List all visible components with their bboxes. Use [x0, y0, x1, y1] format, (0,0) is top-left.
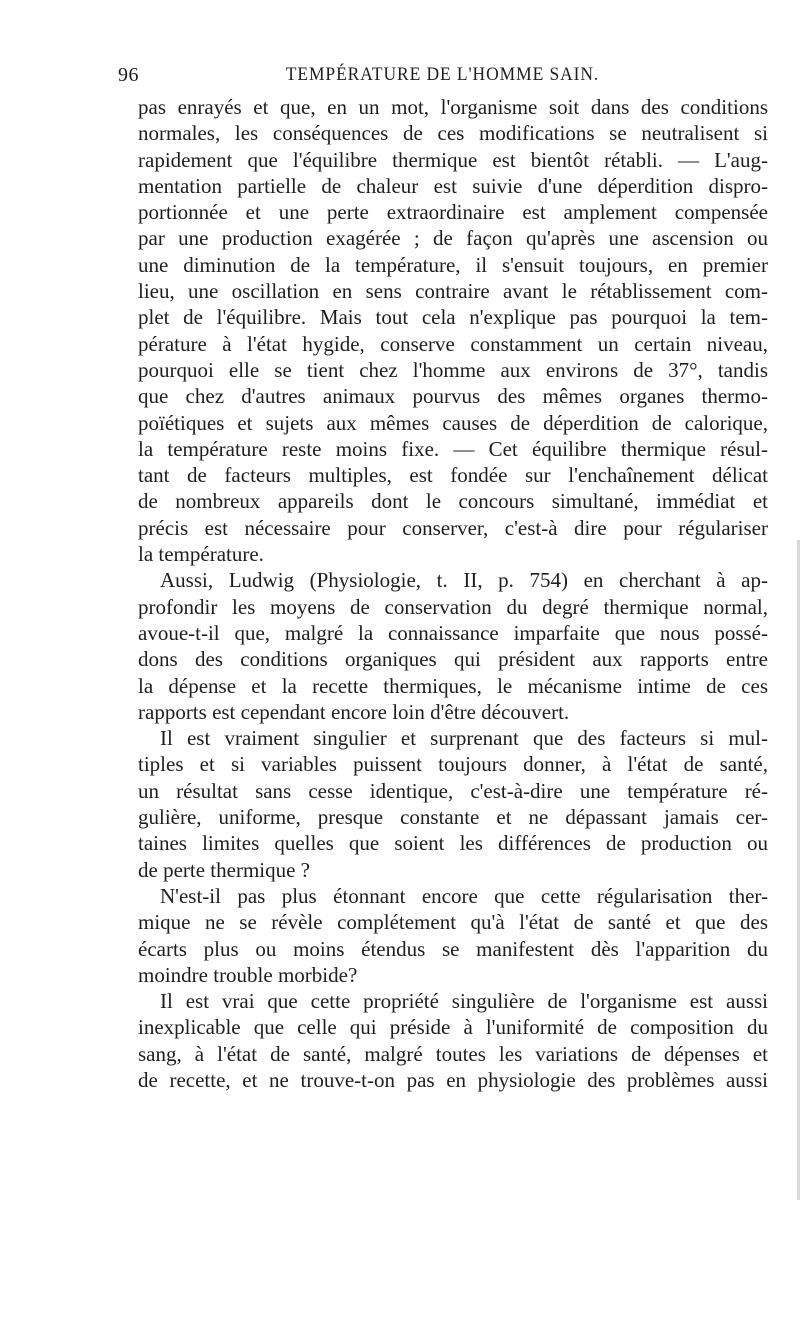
- text-line: mentation partielle de chaleur est suivie d'une déperdition dispro-: [138, 173, 768, 198]
- text-line: de perte thermique ?: [138, 857, 310, 882]
- text-line: N'est-il pas plus étonnant encore que cette régularisation ther-: [160, 883, 768, 908]
- text-line: plet de l'équilibre. Mais tout cela n'explique pas pourquoi la tem-: [138, 305, 768, 330]
- text-line: lieu, une oscillation en sens contraire avant le rétablissement com-: [138, 279, 768, 304]
- text-line: rapidement que l'équilibre thermique est bientôt rétabli. — L'aug-: [138, 147, 768, 172]
- text-line: pourquoi elle se tient chez l'homme aux environs de 37°, tandis: [138, 357, 768, 382]
- page-header: [110, 64, 775, 88]
- text-line: Il est vrai que cette propriété singulière de l'organisme est aussi: [160, 989, 768, 1014]
- text-line: inexplicable que celle qui préside à l'uniformité de composition du: [138, 1015, 768, 1040]
- running-title: TEMPÉRATURE DE L'HOMME SAIN.: [285, 64, 600, 85]
- text-line: Aussi, Ludwig (Physiologie, t. II, p. 754) en cherchant à ap-: [160, 568, 768, 593]
- text-line: taines limites quelles que soient les différences de production ou: [138, 831, 768, 856]
- text-line: dons des conditions organiques qui président aux rapports entre: [138, 647, 768, 672]
- text-line: mique ne se révèle complétement qu'à l'état de santé et que des: [138, 910, 768, 935]
- text-line: la température reste moins fixe. — Cet équilibre thermique résul-: [138, 436, 768, 461]
- text-line: sang, à l'état de santé, malgré toutes les variations de dépenses et: [138, 1041, 768, 1066]
- body-text: [138, 94, 768, 1093]
- text-line: que chez d'autres animaux pourvus des mêmes organes thermo-: [138, 384, 768, 409]
- text-line: tiples et si variables puissent toujours donner, à l'état de santé,: [138, 752, 768, 777]
- text-line: avoue-t-il que, malgré la connaissance imparfaite que nous possé-: [138, 620, 768, 645]
- text-line: pérature à l'état hygide, conserve constamment un certain niveau,: [138, 331, 768, 356]
- text-line: Il est vraiment singulier et surprenant que des facteurs si mul-: [160, 726, 768, 751]
- text-line: de nombreux appareils dont le concours simultané, immédiat et: [138, 489, 768, 514]
- text-line: rapports est cependant encore loin d'être découvert.: [138, 699, 570, 724]
- page-number: 96: [118, 64, 139, 86]
- text-line: normales, les conséquences de ces modifications se neutralisent si: [138, 121, 768, 146]
- text-line: tant de facteurs multiples, est fondée sur l'enchaînement délicat: [138, 463, 768, 488]
- text-line: une diminution de la température, il s'ensuit toujours, en premier: [138, 252, 768, 277]
- text-line: la température.: [138, 542, 264, 567]
- text-line: de recette, et ne trouve-t-on pas en physiologie des problèmes aussi: [138, 1067, 768, 1092]
- text-line: précis est nécessaire pour conserver, c'est-à dire pour régulariser: [138, 515, 768, 540]
- text-line: la dépense et la recette thermiques, le mécanisme intime de ces: [138, 673, 768, 698]
- text-line: poïétiques et sujets aux mêmes causes de déperdition de calorique,: [138, 410, 768, 435]
- text-line: moindre trouble morbide?: [138, 962, 358, 987]
- text-line: profondir les moyens de conservation du degré thermique normal,: [138, 594, 768, 619]
- text-line: par une production exagérée ; de façon qu'après une ascension ou: [138, 226, 768, 251]
- text-line: pas enrayés et que, en un mot, l'organisme soit dans des conditions: [138, 95, 768, 119]
- text-line: écarts plus ou moins étendus se manifestent dès l'apparition du: [138, 936, 768, 961]
- text-line: un résultat sans cesse identique, c'est-à-dire une température ré-: [138, 778, 768, 803]
- text-line: gulière, uniforme, presque constante et ne dépassant jamais cer-: [138, 805, 768, 830]
- text-line: portionnée et une perte extraordinaire est amplement compensée: [138, 200, 768, 225]
